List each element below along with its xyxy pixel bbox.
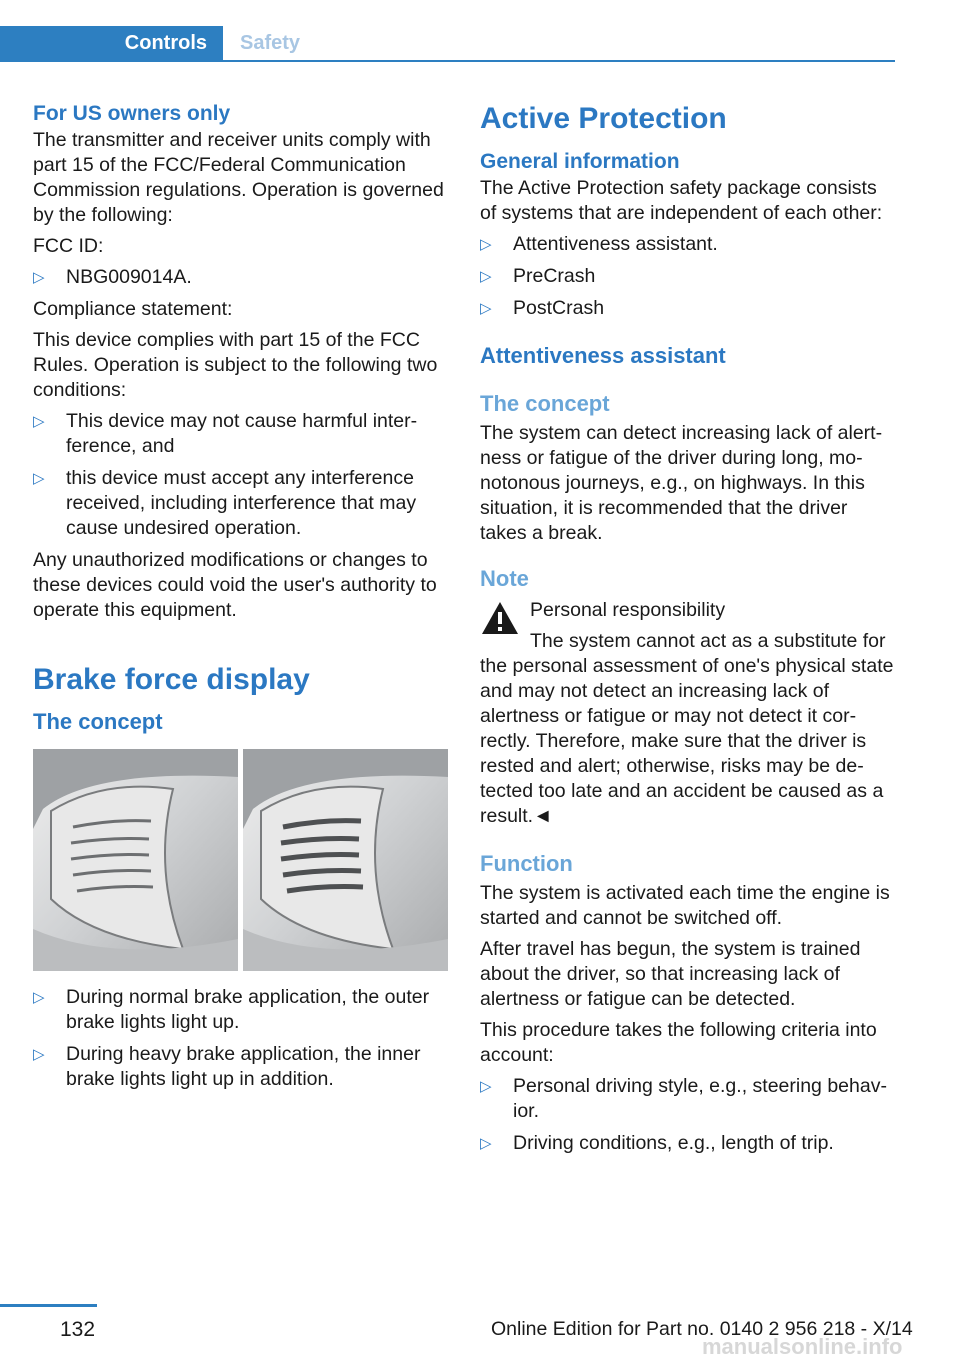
triangle-right-icon: ▷ <box>480 1078 492 1095</box>
function-paragraph-3: This procedure takes the following criteria into account: <box>480 1019 877 1066</box>
brake-list <box>33 985 448 1092</box>
us-owners-paragraph: The transmitter and receiver units comply with part 15 of the FCC/Federal Communication Commission regulations. Operation is governed by the following: <box>33 129 444 226</box>
triangle-right-icon: ▷ <box>480 1135 492 1152</box>
function-heading: Function <box>480 851 573 876</box>
edition-text: Online Edition for Part no. 0140 2 956 218 - X/14 <box>491 1318 913 1340</box>
footer-divider <box>0 1304 97 1307</box>
general-info-heading: General information <box>480 150 680 173</box>
brake-force-heading: Brake force display <box>33 663 310 696</box>
fcc-id-label: FCC ID: <box>33 235 104 257</box>
list-item: ▷ Attentiveness assistant. <box>480 233 718 255</box>
triangle-right-icon: ▷ <box>480 236 492 253</box>
normal-brake-image <box>33 749 238 971</box>
note-paragraph: The system cannot act as a substitute for the personal assessment of one's physical state and may not detect an increasing lack of alertness or fatigue or may not detect it correctly. Therefore, make sure that the driver is rested and alert; otherwise, risks may be detected too late and an accident be caused as a result.◄ <box>480 630 894 827</box>
list-item: ▷ Driving conditions, e.g., length of trip. <box>480 1132 834 1154</box>
general-info-paragraph: The Active Protection safety package consists of systems that are independent of each other: <box>480 177 883 224</box>
list-item: ▷ During normal brake application, the outer brake lights light up. <box>33 986 430 1033</box>
watermark: manualsonline.info <box>702 1334 903 1359</box>
triangle-right-icon: ▷ <box>33 269 45 286</box>
tab-controls[interactable]: Controls <box>0 26 223 60</box>
attentiveness-heading: Attentiveness assistant <box>480 343 726 368</box>
criteria-list <box>480 1074 898 1156</box>
heavy-brake-image <box>243 749 448 971</box>
compliance-paragraph: This device complies with part 15 of the FCC Rules. Operation is subject to the following two conditions: <box>33 329 438 401</box>
triangle-right-icon: ▷ <box>480 268 492 285</box>
modification-paragraph: Any unauthorized modifications or changes to these devices could void the user's authority to operate this equipment. <box>33 549 437 621</box>
note-heading: Note <box>480 566 529 591</box>
right-column <box>480 100 898 1163</box>
systems-list <box>480 232 898 321</box>
note-warning-block <box>480 598 898 623</box>
left-column <box>33 100 448 1099</box>
list-item: ▷ this device must accept any interference received, including interference that may cause undesired operation. <box>33 467 417 539</box>
att-concept-paragraph: The system can detect increasing lack of alertness or fatigue of the driver during long, monotonous journeys, e.g., on highways. In this situation, it is recommended that the driver takes a break. <box>480 422 883 544</box>
compliance-label: Compliance statement: <box>33 298 233 320</box>
triangle-right-icon: ▷ <box>33 413 45 430</box>
triangle-right-icon: ▷ <box>33 989 45 1006</box>
list-item: ▷ During heavy brake application, the inner brake lights light up in addition. <box>33 1043 421 1090</box>
tab-safety[interactable]: Safety <box>240 31 301 54</box>
fcc-id-list <box>33 265 448 290</box>
list-item: ▷ PreCrash <box>480 265 596 287</box>
function-paragraph-1: The system is activated each time the engine is started and cannot be switched off. <box>480 882 890 929</box>
chapter-tabbar <box>0 26 895 62</box>
triangle-right-icon: ▷ <box>33 1046 45 1063</box>
brake-concept-heading: The concept <box>33 709 163 734</box>
triangle-right-icon: ▷ <box>480 300 492 317</box>
function-paragraph-2: After travel has begun, the system is trained about the driver, so that increasing lack of alertness or fatigue can be detected. <box>480 938 861 1010</box>
list-item: ▷ PostCrash <box>480 297 605 319</box>
att-concept-heading: The concept <box>480 391 610 416</box>
conditions-list <box>33 409 448 541</box>
list-item: ▷ This device may not cause harmful interference, and <box>33 410 418 457</box>
list-item: ▷ NBG009014A. <box>33 266 192 288</box>
triangle-right-icon: ▷ <box>33 470 45 487</box>
warning-triangle-icon <box>480 600 520 636</box>
us-owners-heading: For US owners only <box>33 102 231 125</box>
note-title: Personal responsibility <box>530 599 726 621</box>
page-number: 132 <box>60 1318 96 1341</box>
active-protection-heading: Active Protection <box>480 102 727 135</box>
list-item: ▷ Personal driving style, e.g., steering behavior. <box>480 1075 887 1122</box>
header-divider <box>0 60 895 62</box>
brake-lights-photo <box>33 749 448 971</box>
